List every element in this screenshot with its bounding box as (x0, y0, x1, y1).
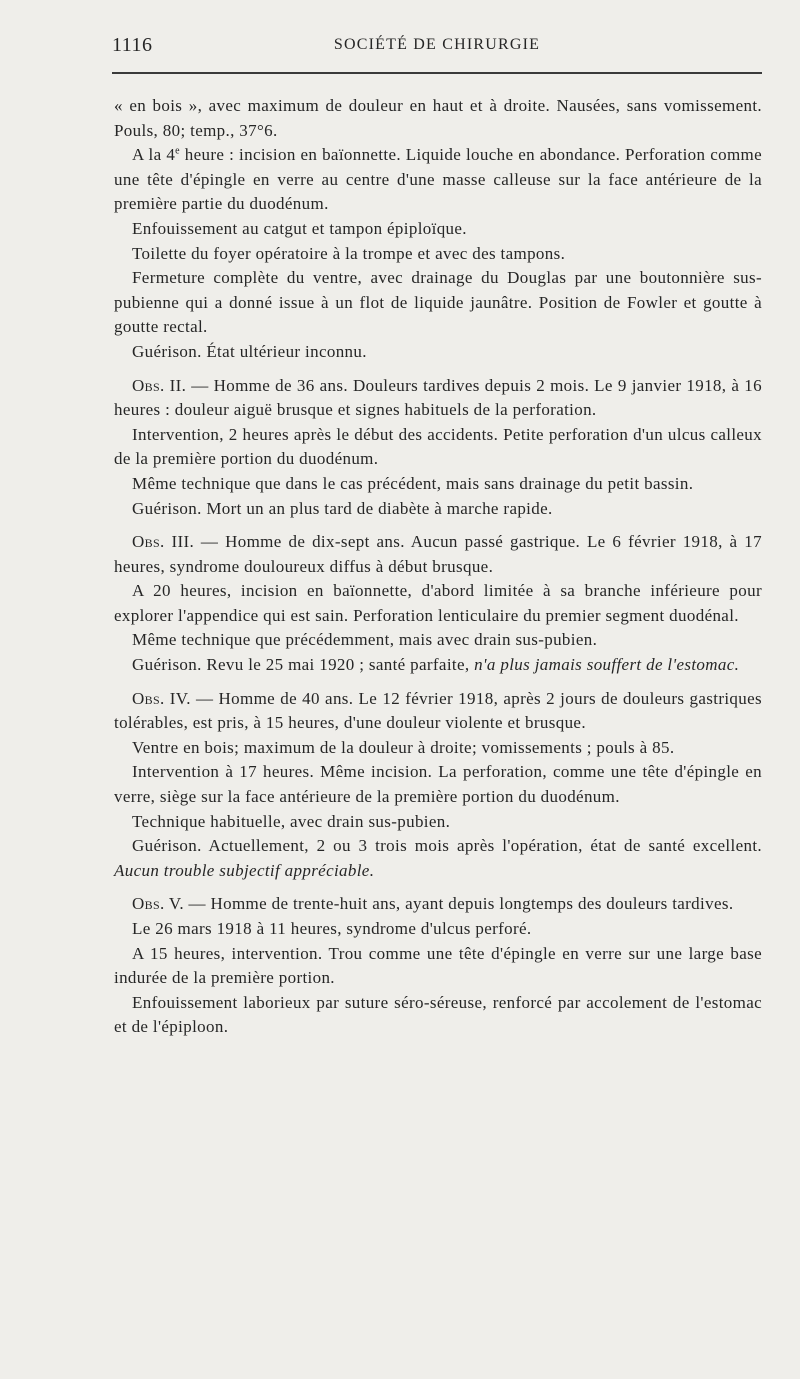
text-run: — Homme de dix-sept ans. Aucun passé gastrique. Le 6 février 1918, à 17 heures, syndrome douloureux diffus à début brusque. (114, 532, 762, 576)
paragraph (114, 143, 762, 217)
paragraph: Intervention à 17 heures. Même incision. La perforation, comme une tête d'épingle en verre, siège sur la face antérieure de la première portion du duodénum. (114, 762, 762, 807)
paragraph: Enfouissement au catgut et tampon épiploïque. (132, 218, 467, 238)
paragraph: Ventre en bois; maximum de la douleur à droite; vomissements ; pouls à 85. (132, 737, 675, 757)
observation-label: Obs. IV. (132, 688, 191, 708)
observation-3 (114, 530, 762, 579)
paragraph: A 20 heures, incision en baïonnette, d'abord limitée à sa branche inférieure pour explorer l'appendice qui est sain. Perforation lenticulaire du premier segment duodénal. (114, 581, 762, 625)
text-run: — Homme de 40 ans. Le 12 février 1918, après 2 jours de douleurs gastriques tolérables, est pris, à 15 heures, d'une douleur violente et brusque. (114, 688, 762, 733)
paragraph: Intervention, 2 heures après le début des accidents. Petite perforation d'un ulcus calleux de la première portion du duodénum. (114, 424, 762, 469)
paragraph: Même technique que précédemment, mais avec drain sus-pubien. (132, 630, 598, 650)
paragraph: Toilette du foyer opératoire à la trompe et avec des tampons. (132, 243, 566, 263)
italic-text: n'a plus jamais souffert de l'estomac. (474, 655, 740, 675)
observation-label: Obs. V. (132, 894, 184, 914)
paragraph: Le 26 mars 1918 à 11 heures, syndrome d'ulcus perforé. (132, 919, 532, 938)
header-rule (112, 72, 762, 74)
page-header (112, 34, 762, 64)
observation-label: Obs. III. (132, 532, 195, 552)
text-run: — Homme de trente-huit ans, ayant depuis longtemps des douleurs tardives. (183, 894, 734, 914)
text-run: Guérison. Actuellement, 2 ou 3 trois mois après l'opération, état de santé excellent. (132, 836, 762, 856)
text-run: — Homme de 36 ans. Douleurs tardives depuis 2 mois. Le 9 janvier 1918, à 16 heures : douleur aiguë brusque et signes habituels de la perforation. (114, 375, 762, 420)
observation-label: Obs. II. (132, 375, 187, 395)
superscript: e (175, 145, 180, 157)
observation-2 (114, 374, 762, 423)
text-run: A la 4 (132, 145, 176, 165)
observation-5 (114, 892, 762, 917)
italic-text: Aucun trouble subjectif appréciable. (114, 860, 375, 880)
paragraph (114, 834, 762, 883)
text-run: Guérison. Revu le 25 mai 1920 ; santé parfaite, (132, 655, 475, 675)
paragraph: A 15 heures, intervention. Trou comme une tête d'épingle en verre sur une large base indurée de la première portion. (114, 943, 762, 988)
body-text (114, 94, 762, 1040)
running-title: SOCIÉTÉ DE CHIRURGIE (333, 36, 541, 53)
paragraph: Technique habituelle, avec drain sus-pubien. (132, 811, 451, 831)
paragraph (114, 653, 762, 678)
text-run: heure : incision en baïonnette. Liquide louche en abondance. Perforation comme une tête d'épingle en verre au centre d'une masse calleuse sur la face antérieure de la première partie du duodénum. (114, 145, 762, 214)
paragraph: « en bois », avec maximum de douleur en haut et à droite. Nausées, sans vomissement. Pouls, 80; temp., 37°6. (114, 96, 762, 140)
observation-4 (114, 687, 762, 736)
paragraph: Même technique que dans le cas précédent, mais sans drainage du petit bassin. (132, 473, 694, 493)
page-number: 1116 (112, 34, 153, 56)
paragraph: Fermeture complète du ventre, avec drainage du Douglas par une boutonnière sus-pubienne qui a donné issue à un flot de liquide jaunâtre. Position de Fowler et goutte à goutte rectal. (114, 268, 762, 337)
paragraph: Guérison. Mort un an plus tard de diabète à marche rapide. (132, 498, 553, 518)
paragraph: Guérison. État ultérieur inconnu. (132, 341, 367, 361)
paragraph: Enfouissement laborieux par suture séro-séreuse, renforcé par accolement de l'estomac et de l'épiploon. (114, 992, 762, 1037)
